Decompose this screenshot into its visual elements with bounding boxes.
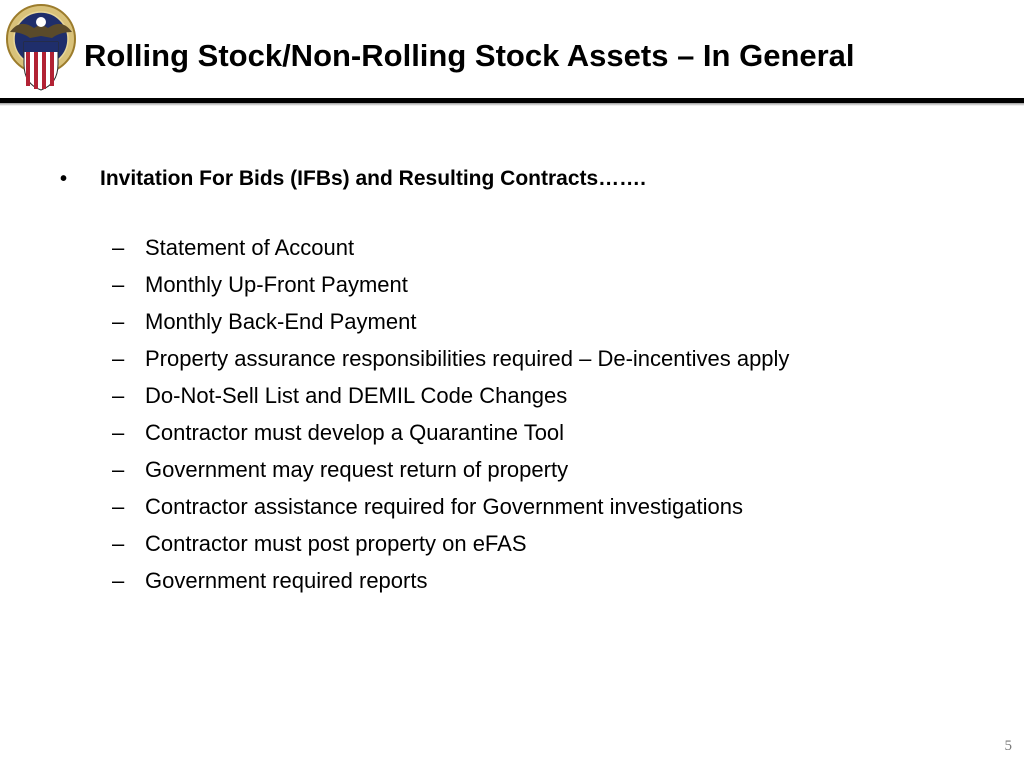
dash-marker: – xyxy=(112,382,125,408)
dash-marker: – xyxy=(112,493,125,519)
dash-marker: – xyxy=(112,530,125,556)
main-bullet-text: Invitation For Bids (IFBs) and Resulting Contracts……. xyxy=(100,167,647,190)
title-divider-shadow xyxy=(0,103,1024,106)
dash-marker: – xyxy=(112,567,125,593)
slide-title: Rolling Stock/Non-Rolling Stock Assets – In General xyxy=(84,38,855,73)
sub-bullet-text: Statement of Account xyxy=(145,234,355,260)
sub-bullet-item xyxy=(112,451,789,488)
sub-bullet-item xyxy=(112,414,789,451)
dash-marker: – xyxy=(112,271,125,297)
sub-bullet-item xyxy=(112,377,789,414)
sub-bullet-item xyxy=(112,488,789,525)
sub-bullet-item xyxy=(112,303,789,340)
sub-bullet-item xyxy=(112,229,789,266)
page-number: 5 xyxy=(1004,738,1012,754)
sub-bullet-text: Government may request return of property xyxy=(145,456,569,482)
sub-bullet-text: Property assurance responsibilities required – De-incentives apply xyxy=(145,345,790,371)
dash-marker: – xyxy=(112,345,125,371)
sub-bullet-text: Do-Not-Sell List and DEMIL Code Changes xyxy=(145,382,568,408)
dash-marker: – xyxy=(112,234,125,260)
sub-bullet-list xyxy=(112,229,789,599)
sub-bullet-text: Contractor must post property on eFAS xyxy=(145,530,527,556)
sub-bullet-text: Monthly Back-End Payment xyxy=(145,308,417,334)
dash-marker: – xyxy=(112,419,125,445)
sub-bullet-text: Contractor must develop a Quarantine Tool xyxy=(145,419,565,445)
sub-bullet-text: Monthly Up-Front Payment xyxy=(145,271,408,297)
main-bullet xyxy=(60,164,646,194)
dash-marker: – xyxy=(112,308,125,334)
sub-bullet-item xyxy=(112,525,789,562)
sub-bullet-item xyxy=(112,340,789,377)
sub-bullet-text: Government required reports xyxy=(145,567,428,593)
sub-bullet-item xyxy=(112,562,789,599)
sub-bullet-item xyxy=(112,266,789,303)
sub-bullet-text: Contractor assistance required for Government investigations xyxy=(145,493,743,519)
dash-marker: – xyxy=(112,456,125,482)
agency-seal-logo xyxy=(4,2,78,92)
bullet-marker: • xyxy=(60,167,68,190)
